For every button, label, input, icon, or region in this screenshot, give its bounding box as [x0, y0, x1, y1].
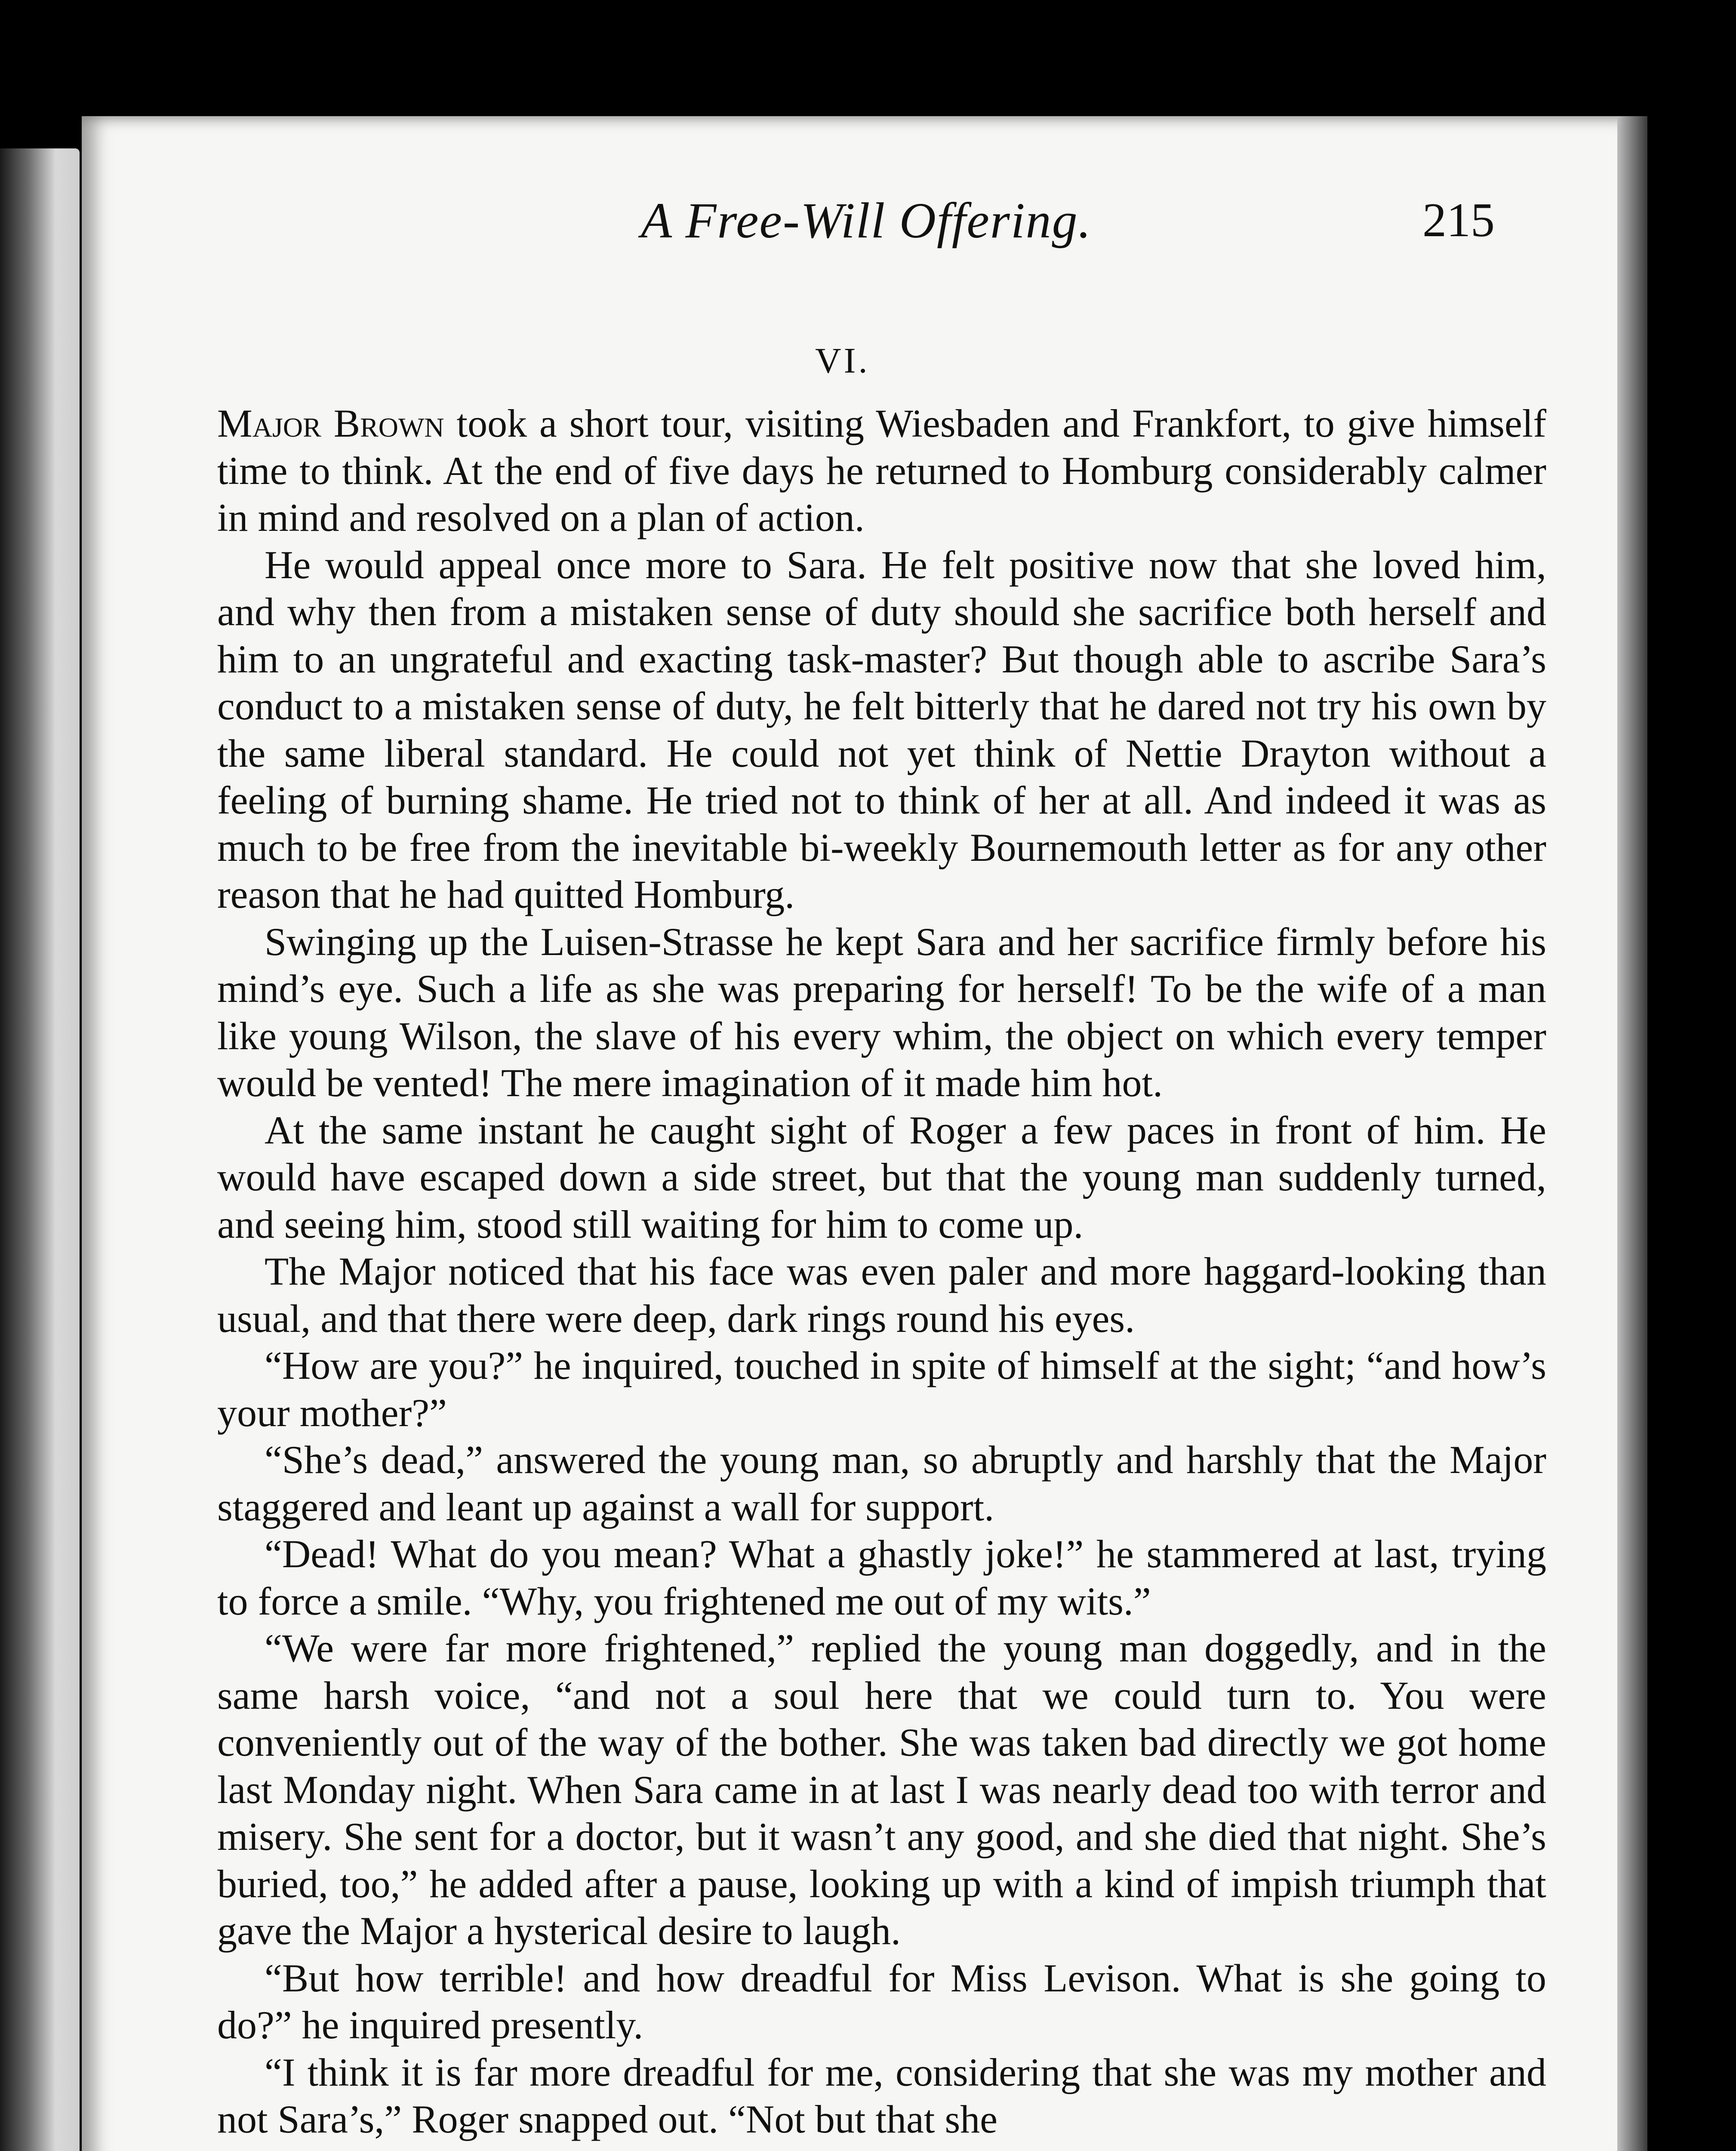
paragraph: [217, 400, 1546, 542]
paragraph: At the same instant he caught sight of Roger a few paces in front of him. He would have escaped down a side street, but that the young man suddenly turned, and seeing him, stood still waiting for him to come up.: [217, 1108, 1546, 1246]
paragraph: “We were far more frightened,” replied the young man doggedly, and in the same harsh voice, “and not a soul here that we could turn to. You were conveniently out of the way of the bother. She was taken bad directly we got home last Monday night. When Sara came in at last I was nearly dead too with terror and misery. She sent for a doctor, but it wasn’t any good, and she died that night. She’s buried, too,” he added after a pause, looking up with a kind of impish triumph that gave the Major a hysterical desire to laugh.: [217, 1626, 1546, 1953]
book-spine-shadow: [1617, 116, 1647, 2151]
paragraph-text: took a short tour, visiting Wiesbaden and Frankfort, to give himself time to think. At the end of five days he returned to Homburg considerably calmer in mind and resolved on a plan of action.: [217, 401, 1546, 539]
body-text: [217, 400, 1546, 2143]
paragraph: “Dead! What do you mean? What a ghastly joke!” he stammered at last, trying to force a smile. “Why, you frightened me out of my wits.”: [217, 1532, 1546, 1623]
paragraph: The Major noticed that his face was even paler and more haggard-looking than usual, and that there were deep, dark rings round his eyes.: [217, 1249, 1546, 1341]
paragraph: “How are you?” he inquired, touched in spite of himself at the sight; “and how’s your mother?”: [217, 1344, 1546, 1435]
page-number: 215: [1422, 194, 1495, 247]
paragraph-lead: Major Brown: [217, 401, 444, 445]
running-head: A Free-Will Offering.: [641, 192, 1092, 249]
paragraph: “But how terrible! and how dreadful for Miss Levison. What is she going to do?” he inquired presently.: [217, 1956, 1546, 2047]
section-numeral: VI.: [815, 341, 870, 381]
book-page: [82, 116, 1647, 2151]
paragraph: Swinging up the Luisen-Strasse he kept Sara and her sacrifice firmly before his mind’s eye. Such a life as she was preparing for herself! To be the wife of a man like young Wilson, the slave of his every whim, the object on which every temper would be vented! The mere imagination of it made him hot.: [217, 919, 1546, 1105]
paragraph: “I think it is far more dreadful for me, considering that she was my mother and not Sara’s,” Roger snapped out. “Not but that she: [217, 2050, 1546, 2141]
paragraph: “She’s dead,” answered the young man, so abruptly and harshly that the Major staggered and leant up against a wall for support.: [217, 1438, 1546, 1529]
paragraph: He would appeal once more to Sara. He felt positive now that she loved him, and why then from a mistaken sense of duty should she sacrifice both herself and him to an ungrateful and exacting task-master? But though able to ascribe Sara’s conduct to a mistaken sense of duty, he felt bitterly that he dared not try his own by the same liberal standard. He could not yet think of Nettie Drayton without a feeling of burning shame. He tried not to think of her at all. And indeed it was as much to be free from the inevitable bi-weekly Bournemouth letter as for any other reason that he had quitted Homburg.: [217, 542, 1546, 916]
previous-page-edge: [0, 148, 80, 2151]
